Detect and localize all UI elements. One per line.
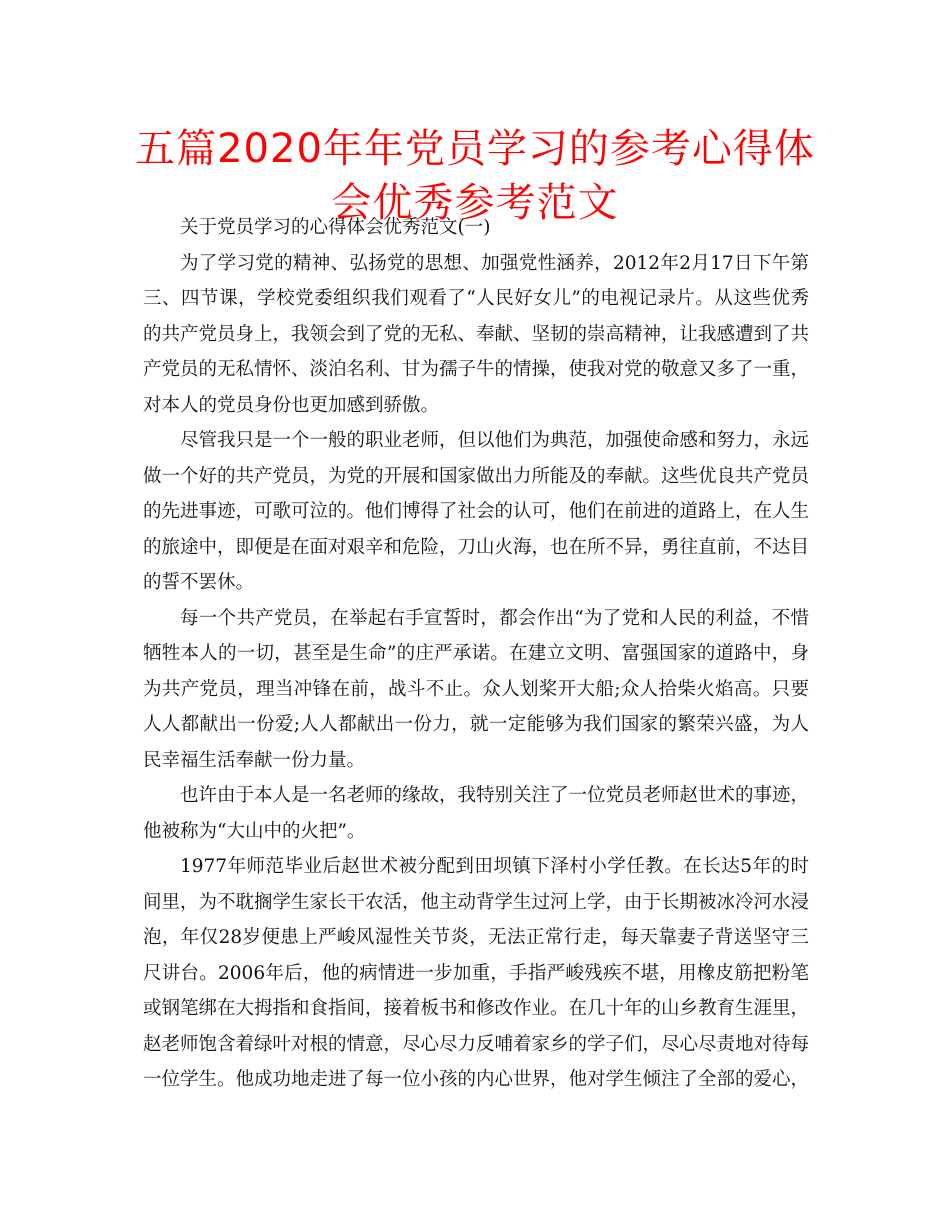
paragraph: 为了学习党的精神、弘扬党的思想、加强党性涵养，2012年2月17日下午第三、四节课，学校党委组织我们观看了“人民好女儿”的电视记录片。从这些优秀的共产党员身上，我领会到了党的无私、奉献、坚韧的崇高精神，让我感遭到了共产党员的无私情怀、淡泊名利、甘为孺子牛的情操，使我对党的敬意又多了一重，对本人的党员身份也更加感到骄傲。 bbox=[143, 252, 810, 416]
paragraph: 1977年师范毕业后赵世术被分配到田坝镇下泽村小学任教。在长达5年的时间里，为不耽搁学生家长干农活，他主动背学生过河上学，由于长期被冰冷河水浸泡，年仅28岁便患上严峻风湿性关节炎，无法正常行走，每天靠妻子背送坚守三尺讲台。2006年后，他的病情进一步加重，手指严峻残疾不堪，用橡皮筋把粉笔或钢笔绑在大拇指和食指间，接着板书和修改作业。在几十年的山乡教育生涯里，赵老师饱含着绿叶对根的情意，尽心尽力反哺着家乡的学子们，尽心尽责地对待每一位学生。他成功地走进了每一位小孩的内心世界，他对学生倾注了全部的爱心， bbox=[143, 856, 810, 1090]
paragraph: 也许由于本人是一名老师的缘故，我特别关注了一位党员老师赵世术的事迹，他被称为“大山中的火把”。 bbox=[143, 785, 810, 842]
document-body bbox=[143, 210, 809, 1098]
document-title: 五篇2020年年党员学习的参考心得体会优秀参考范文 bbox=[135, 126, 815, 226]
section-heading: 关于党员学习的心得体会优秀范文(一) bbox=[180, 217, 491, 238]
paragraph: 每一个共产党员，在举起右手宣誓时，都会作出“为了党和人民的利益，不惜牺牲本人的一切，甚至是生命”的庄严承诺。在建立文明、富强国家的道路中，身为共产党员，理当冲锋在前，战斗不止。众人划桨开大船;众人拾柴火焰高。只要人人都献出一份爱;人人都献出一份力，就一定能够为我们国家的繁荣兴盛，为人民幸福生活奉献一份力量。 bbox=[143, 607, 809, 771]
paragraph: 尽管我只是一个一般的职业老师，但以他们为典范，加强使命感和努力，永远做一个好的共产党员，为党的开展和国家做出力所能及的奉献。这些优良共产党员的先进事迹，可歌可泣的。他们博得了社会的认可，他们在前进的道路上，在人生的旅途中，即便是在面对艰辛和危险，刀山火海，也在所不异，勇往直前，不达目的誓不罢休。 bbox=[143, 430, 810, 593]
